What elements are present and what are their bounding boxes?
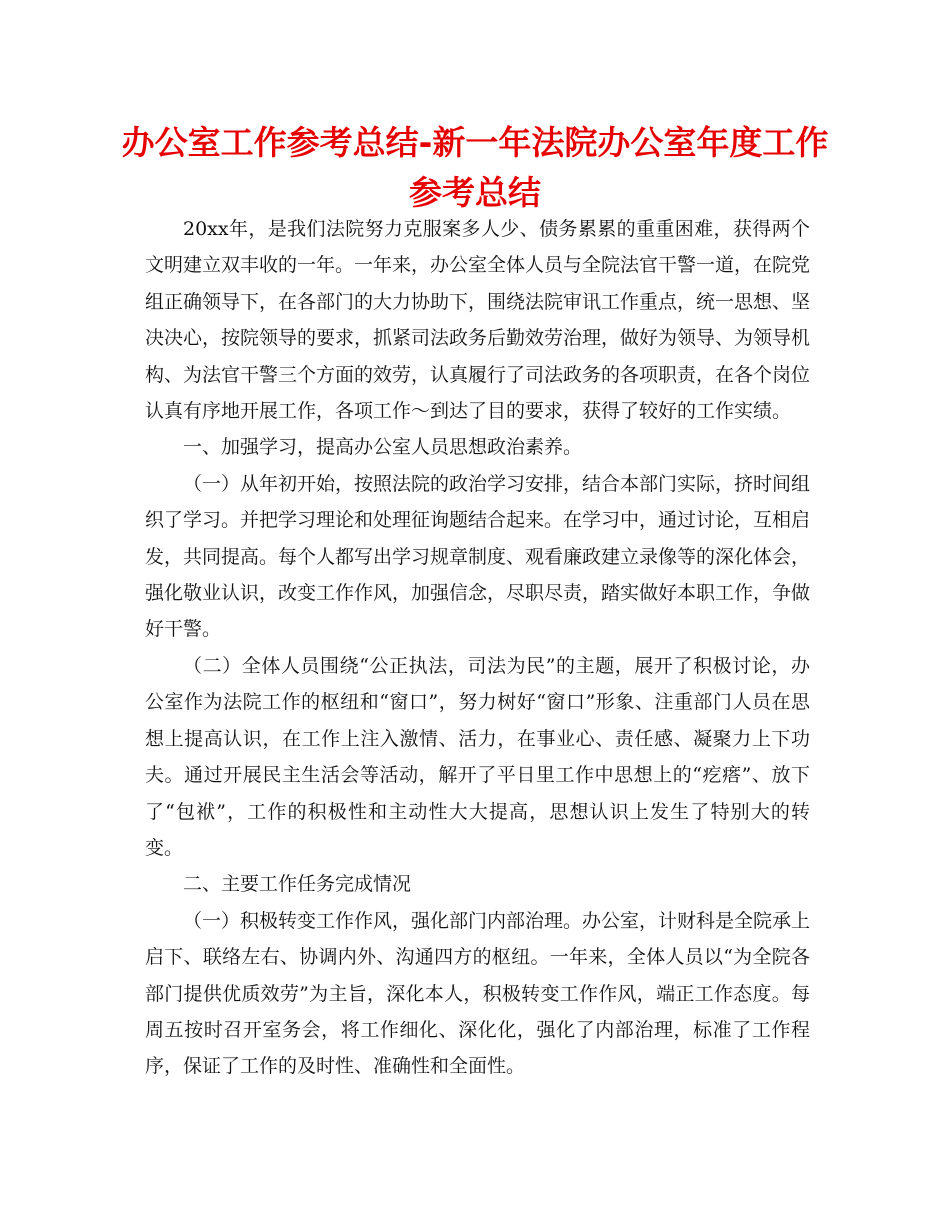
paragraph-2-1: （一）积极转变工作作风，强化部门内部治理。办公室，计财科是全院承上启下、联络左右、协调内外、沟通四方的枢纽。一年来，全体人员以“为全院各部门提供优质效劳”为主旨，深化本人，积极转变工作作风，端正工作态度。每周五按时召开室务会，将工作细化、深化化，强化了内部治理，标准了工作程序，保证了工作的及时性、准确性和全面性。 (145, 909, 811, 1078)
section-heading-2: 二、主要工作任务完成情况 (183, 873, 412, 896)
paragraph-intro: 20xx年，是我们法院努力克服案多人少、债务累累的重重困难，获得两个文明建立双丰收的一年。一年来，办公室全体人员与全院法官干警一道，在院党组正确领导下，在各部门的大力协助下，围绕法院审讯工作重点，统一思想、坚决决心，按院领导的要求，抓紧司法政务后勤效劳治理，做好为领导、为领导机构、为法官干警三个方面的效劳，认真履行了司法政务的各项职责，在各个岗位认真有序地开展工作，各项工作～到达了目的要求，获得了较好的工作实绩。 (145, 218, 811, 423)
paragraph-1-2: （二）全体人员围绕“公正执法，司法为民”的主题，展开了积极讨论，办公室作为法院工作的枢纽和“窗口”，努力树好“窗口”形象、注重部门人员在思想上提高认识，在工作上注入激情、活力，在事业心、责任感、凝聚力上下功夫。通过开展民主生活会等活动，解开了平日里工作中思想上的“疙瘩”、放下了“包袱”，工作的积极性和主动性大大提高，思想认识上发生了特别大的转变。 (145, 654, 810, 859)
document-body (145, 211, 810, 1085)
document-title: 办公室工作参考总结-新一年法院办公室年度工作参考总结 (121, 123, 829, 212)
section-heading-1: 一、加强学习，提高办公室人员思想政治素养。 (183, 436, 583, 459)
paragraph-1-1: （一）从年初开始，按照法院的政治学习安排，结合本部门实际，挤时间组织了学习。并把学习理论和处理征询题结合起来。在学习中，通过讨论，互相启发，共同提高。每个人都写出学习规章制度、观看廉政建立录像等的深化体会，强化敬业认识，改变工作作风，加强信念，尽职尽责，踏实做好本职工作，争做好干警。 (145, 472, 811, 641)
